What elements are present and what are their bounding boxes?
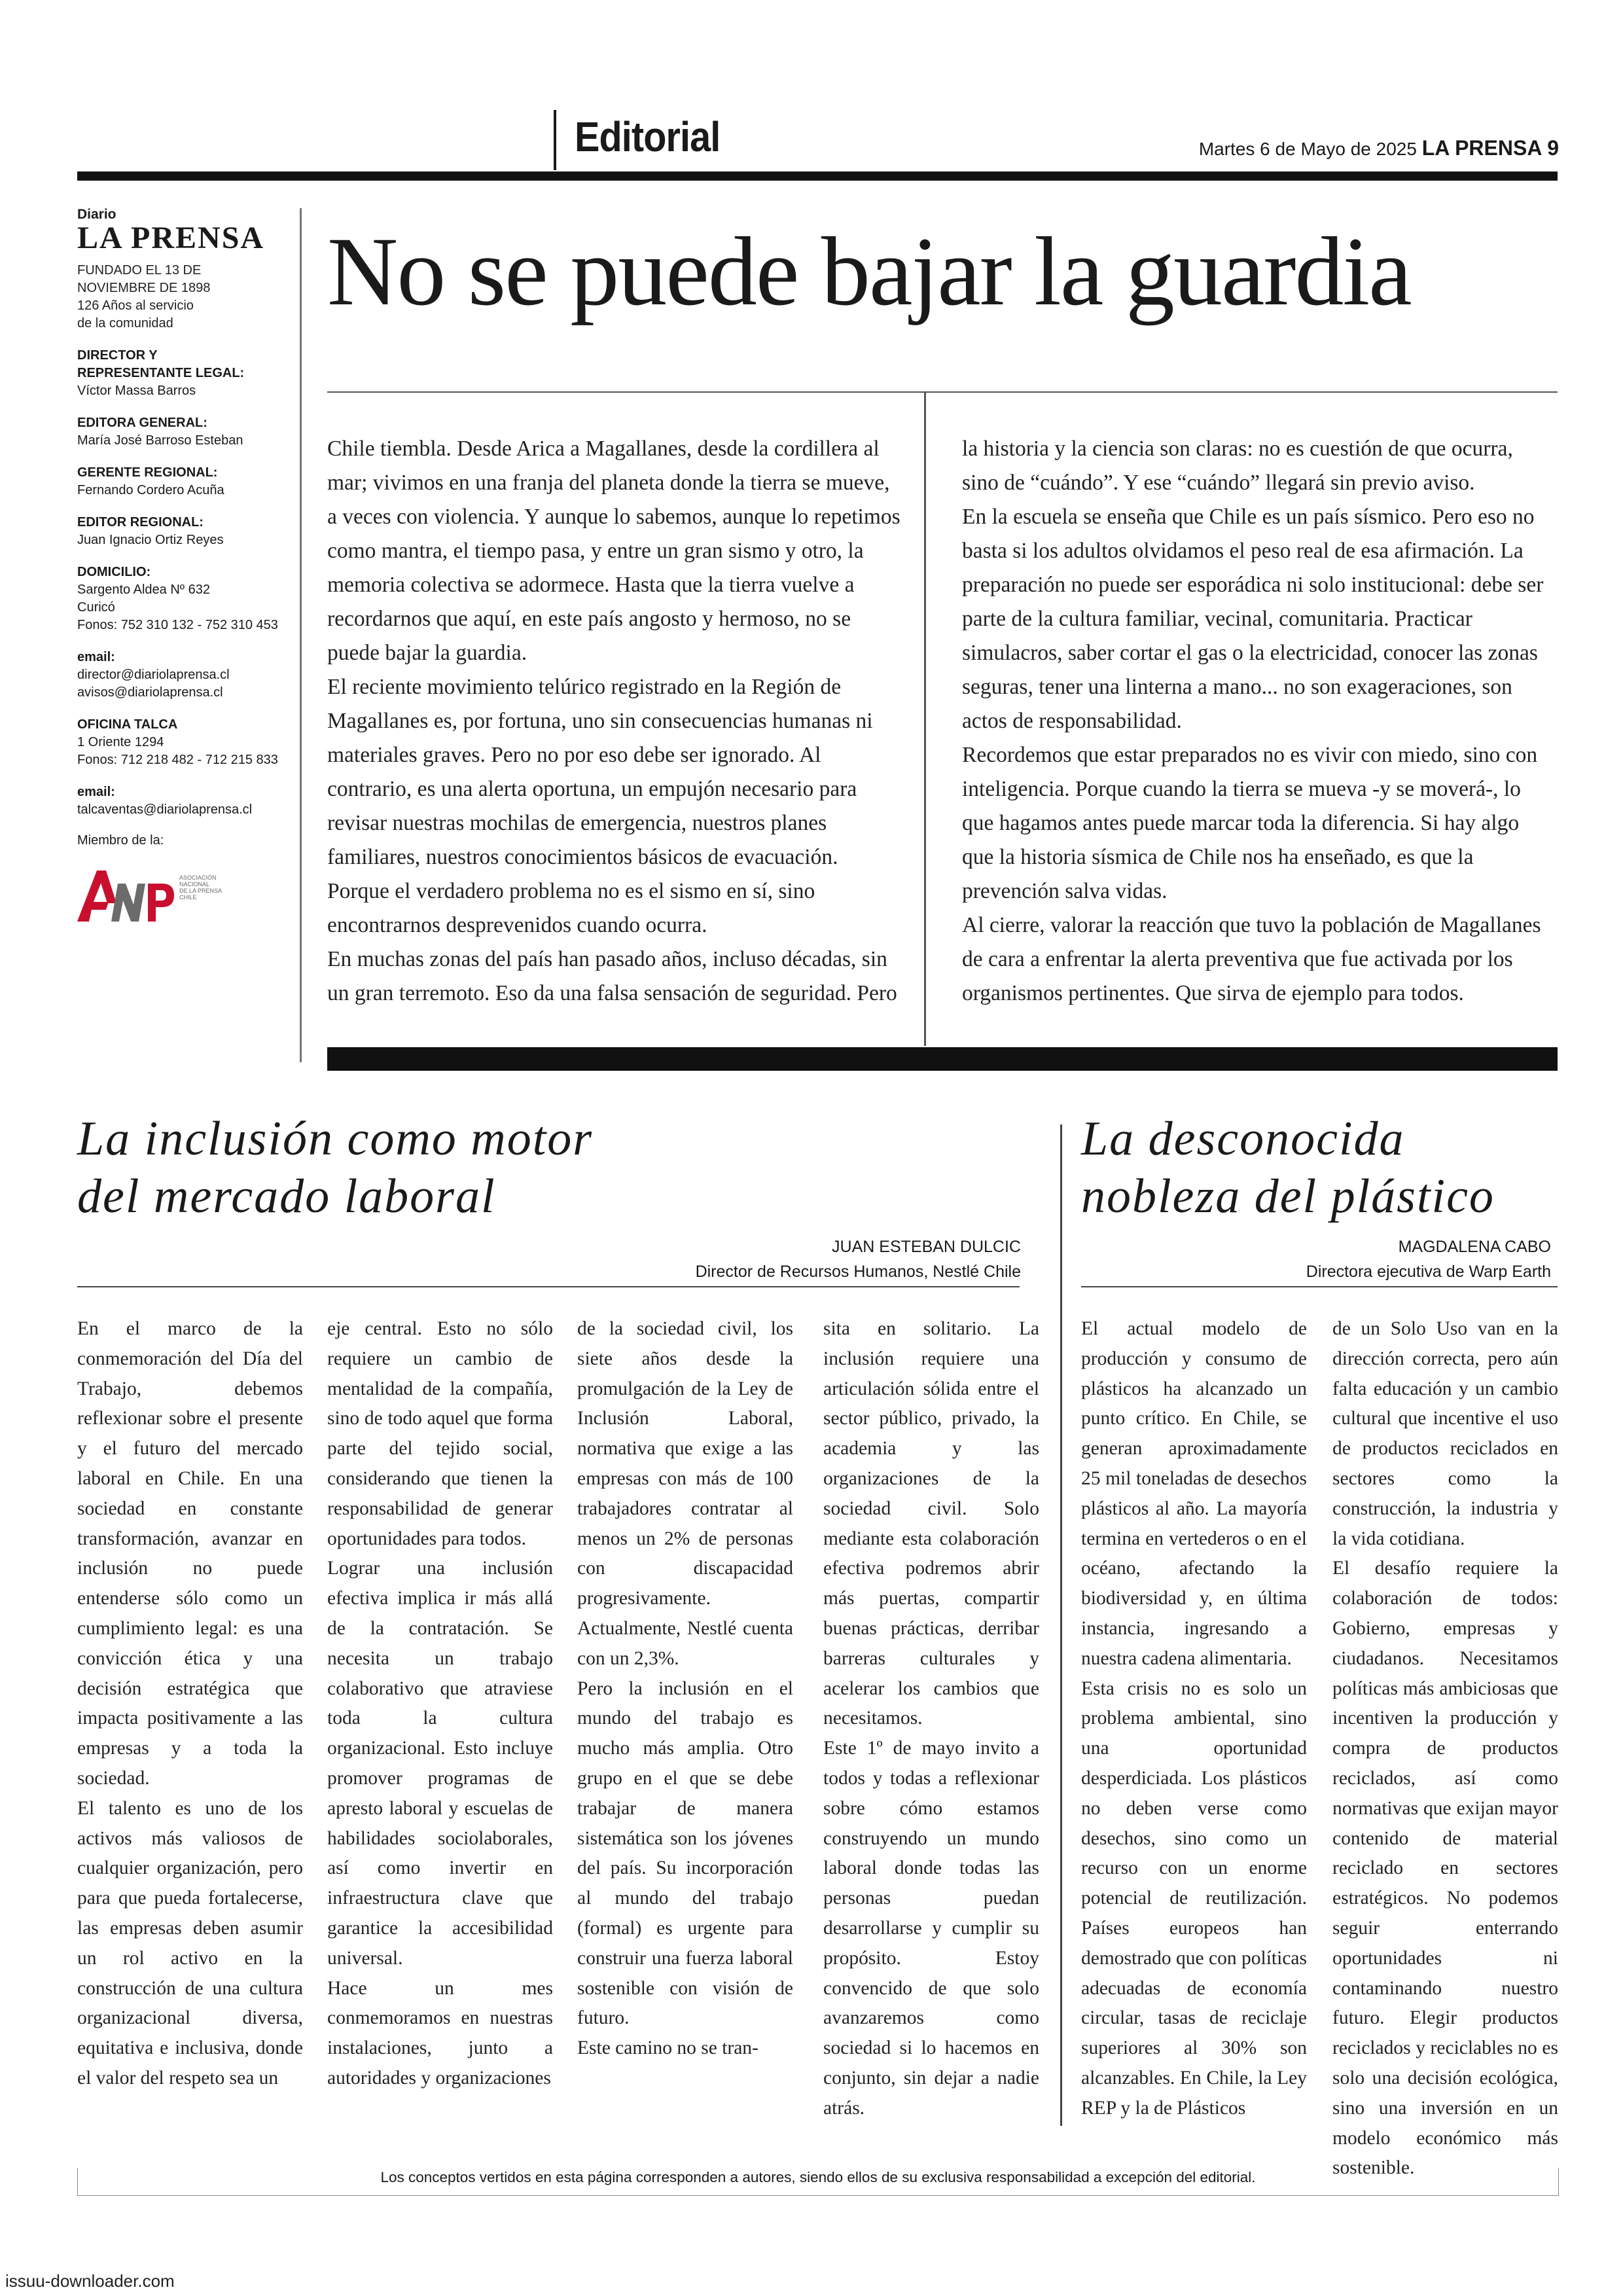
anp-text <box>179 874 222 901</box>
paragraph: En el marco de la conmemoración del Día del Trabajo, debemos reflexionar sobre el presente y el futuro del mercado laboral en Chile. En una sociedad en constante transformación, avanzar en inclusión no puede entenderse sólo como un cumplimiento legal: es una convicción ética y una decisión estratégica que impacta positivamente a las empresas y a toda la sociedad. <box>77 1318 303 1789</box>
anp-text-line: ASOCIACIÓN <box>179 874 217 881</box>
paragraph: de un Solo Uso van en la dirección correcta, pero aún falta educación y un cambio cultural que incentive el uso de productos reciclados en sectores como la construcción, la industria y la vida cotidiana. <box>1332 1318 1558 1549</box>
paragraph: Lograr una inclusión efectiva implica ir más allá de la contratación. Se necesita un trabajo colaborativo que atraviese toda la cultura organizacional. Esto incluye promover programas de apresto laboral y escuelas de habilidades sociolaborales, así como invertir en infraestructura clave que garantice la accesibilidad universal. <box>327 1558 553 1969</box>
title-rule <box>327 391 1558 393</box>
column-divider <box>924 391 926 1046</box>
paragraph: Este camino no se tran- <box>577 2037 758 2059</box>
paragraph: Recordemos que estar preparados no es vivir con miedo, sino con inteligencia. Porque cuando la tierra se mueva -y se moverá-, lo que hagamos antes puede marcar toda la diferencia. Si hay algo que la historia sísmica de Chile nos ha enseñado, es que la prevención salva vidas. <box>962 743 1538 903</box>
paragraph: El desafío requiere la colaboración de todos: Gobierno, empresas y ciudadanos. Necesitamos políticas más ambiciosas que incentiven la producción y compra de productos reciclados, así como normativas que exijan mayor contenido de material reciclado en sectores estratégicos. No podemos seguir enterrando oportunidades ni contaminando nuestro futuro. Elegir productos reciclados y reciclables no es solo una decisión ecológica, sino una inversión en un modelo económico más sostenible. <box>1332 1558 1558 2179</box>
anp-logo-mark <box>77 864 175 923</box>
email-link[interactable]: avisos@diariolaprensa.cl <box>77 685 223 700</box>
author-role: Directora ejecutiva de Warp Earth <box>1306 1263 1551 1281</box>
oficina-label: OFICINA TALCA <box>77 717 178 732</box>
email-label: email: <box>77 650 115 664</box>
paragraph: sita en solitario. La inclusión requiere una articulación sólida entre el sector público, privado, la academia y las organizaciones de la sociedad civil. Solo mediante esta colaboración efectiva podremos abrir más puertas, compartir buenas prácticas, derribar barreras culturales y acelerar los cambios que necesitamos. <box>823 1318 1039 1729</box>
article-2-column-1 <box>1081 1314 1307 2124</box>
anp-text-line: DE LA PRENSA <box>179 888 223 894</box>
masthead-logo: LA PRENSA <box>77 221 265 255</box>
oficina-line: 1 Oriente 1294 <box>77 735 164 749</box>
section-rule <box>327 1047 1558 1071</box>
title-line: La inclusión como motor <box>77 1112 594 1166</box>
paragraph: En muchas zonas del país han pasado años, incluso décadas, sin un gran terremoto. Eso da una falsa sensación de seguridad. Pero <box>327 947 897 1005</box>
editorial-column-1 <box>327 432 903 1011</box>
title-line: del mercado laboral <box>77 1170 496 1223</box>
domicilio-label: DOMICILIO: <box>77 565 151 579</box>
watermark-text: issuu-downloader.com <box>5 2271 175 2291</box>
disclaimer-box <box>77 2168 1559 2196</box>
article-1-column-4 <box>823 1314 1039 2124</box>
article-1-column-2 <box>327 1314 553 2094</box>
domicilio-line: Fonos: 752 310 132 - 752 310 453 <box>77 618 278 632</box>
director-label <box>77 347 300 382</box>
header-paper-name: LA PRENSA <box>1421 136 1543 160</box>
masthead-sidebar <box>77 208 300 923</box>
oficina-line: Fonos: 712 218 482 - 712 215 833 <box>77 753 278 767</box>
editorial-column-2 <box>962 432 1551 1011</box>
anp-logo <box>77 864 300 923</box>
masthead-divider <box>300 208 302 1062</box>
header-date: Martes 6 de Mayo de 2025 <box>1198 139 1417 159</box>
author-name: JUAN ESTEBAN DULCIC <box>832 1238 1021 1256</box>
article-2-byline <box>1080 1234 1551 1284</box>
editor-name: Juan Ignacio Ortiz Reyes <box>77 533 224 547</box>
article-1-column-1 <box>77 1314 303 2094</box>
header-divider <box>554 110 556 170</box>
editor-label: EDITOR REGIONAL: <box>77 515 204 529</box>
article-2-column-2 <box>1332 1314 1558 2183</box>
paragraph: Este 1º de mayo invito a todos y todas a reflexionar sobre cómo estamos construyendo un mundo laboral donde todas las personas puedan desarrollarse y cumplir su propósito. Estoy convencido de que solo avanzaremos como sociedad si lo hacemos en conjunto, sin dejar a nadie atrás. <box>823 1738 1039 2119</box>
founded-info <box>77 262 300 332</box>
title-line: nobleza del plástico <box>1081 1170 1495 1223</box>
article-2-rule <box>1081 1286 1558 1287</box>
gerente-name: Fernando Cordero Acuña <box>77 483 224 497</box>
page-header-info <box>1199 136 1559 160</box>
founded-line: 126 Años al servicio <box>77 298 194 313</box>
top-rule <box>77 171 1558 181</box>
email-link[interactable]: talcaventas@diariolaprensa.cl <box>77 802 253 817</box>
paragraph: Pero la inclusión en el mundo del trabajo es mucho más amplia. Otro grupo en el que se debe trabajar de manera sistemática son los jóvenes del país. Su incorporación al mundo del trabajo (formal) es urgente para construir una fuerza laboral sostenible con visión de futuro. <box>577 1677 793 2029</box>
anp-text-line: NACIONAL <box>179 881 210 888</box>
miembro-label: Miembro de la: <box>77 833 164 848</box>
article-1-rule <box>77 1286 1020 1287</box>
author-role: Director de Recursos Humanos, Nestlé Chile <box>695 1263 1021 1281</box>
page-number: 9 <box>1547 136 1559 160</box>
director-label-line: REPRESENTANTE LEGAL: <box>77 366 245 380</box>
title-line: La desconocida <box>1081 1112 1405 1166</box>
director-name: Víctor Massa Barros <box>77 384 196 398</box>
paragraph: Hace un mes conmemoramos en nuestras instalaciones, junto a autoridades y organizaciones <box>327 1977 553 2089</box>
paragraph: En la escuela se enseña que Chile es un país sísmico. Pero eso no basta si los adultos olvidamos el peso real de esa afirmación. La preparación no puede ser esporádica ni solo institucional: debe ser parte de la cultura familiar, vecinal, comunitaria. Practicar simulacros, saber cortar el gas o la electricidad, conocer las zonas seguras, tener una linterna a mano... no son exageraciones, son actos de responsabilidad. <box>962 505 1544 733</box>
article-1-byline <box>393 1234 1021 1284</box>
paragraph: El reciente movimiento telúrico registrado en la Región de Magallanes es, por fortuna, uno sin consecuencias humanas ni materiales graves. Pero no por eso debe ser ignorado. Al contrario, es una alerta oportuna, un empujón necesario para revisar nuestras mochilas de emergencia, nuestros planes familiares, nuestros conocimientos básicos de evacuación. Porque el verdadero problema no es el sismo en sí, sino encontrarnos desprevenidos cuando ocurra. <box>327 675 873 937</box>
editora-name: María José Barroso Esteban <box>77 433 243 448</box>
editorial-title: No se puede bajar la guardia <box>327 217 1411 326</box>
author-name: MAGDALENA CABO <box>1398 1238 1551 1256</box>
paragraph: El talento es uno de los activos más valiosos de cualquier organización, pero para que pueda fortalecerse, las empresas deben asumir un rol activo en la construcción de una cultura organizacional diversa, equitativa e inclusiva, donde el valor del respeto sea un <box>77 1797 303 2089</box>
founded-line: NOVIEMBRE DE 1898 <box>77 281 211 295</box>
editora-label: EDITORA GENERAL: <box>77 416 207 430</box>
director-label-line: DIRECTOR Y <box>77 348 158 363</box>
paragraph: El actual modelo de producción y consumo de plásticos ha alcanzado un punto crítico. En Chile, se generan aproximadamente 25 mil toneladas de desechos plásticos al año. La mayoría termina en vertederos o en el océano, afectando la biodiversidad y, en última instancia, ingresando a nuestra cadena alimentaria. <box>1081 1318 1307 1669</box>
article-1-column-3 <box>577 1314 793 2064</box>
paragraph: Esta crisis no es solo un problema ambiental, sino una oportunidad desperdiciada. Los plásticos no deben verse como desechos, sino como un recurso con un enorme potencial de reutilización. Países europeos han demostrado que con políticas adecuadas de economía circular, tasas de reciclaje superiores al 30% son alcanzables. En Chile, la Ley REP y la de Plásticos <box>1081 1677 1307 2119</box>
email-link[interactable]: director@diariolaprensa.cl <box>77 668 230 682</box>
founded-line: de la comunidad <box>77 316 173 331</box>
domicilio-line: Curicó <box>77 600 115 615</box>
paragraph: eje central. Esto no sólo requiere un cambio de mentalidad de la compañía, sino de todo aquel que forma parte del tejido social, considerando que tienen la responsabilidad de generar oportunidades para todos. <box>327 1318 553 1549</box>
paragraph: de la sociedad civil, los siete años desde la promulgación de la Ley de Inclusión Laboral, normativa que exige a las empresas con más de 100 trabajadores contratar al menos un 2% de personas con discapacidad progresivamente. Actualmente, Nestlé cuenta con un 2,3%. <box>577 1318 793 1669</box>
paragraph: Al cierre, valorar la reacción que tuvo la población de Magallanes de cara a enfrentar la alerta preventiva que fue activada por los organismos pertinentes. Que sirva de ejemplo para todos. <box>962 913 1541 1005</box>
email2-label: email: <box>77 785 115 799</box>
paragraph: Chile tiembla. Desde Arica a Magallanes, desde la cordillera al mar; vivimos en una franja del planeta donde la tierra se mueve, a veces con violencia. Y aunque lo sabemos, aunque lo repetimos como mantra, el tiempo pasa, y entre un gran sismo y otro, la memoria colectiva se adormece. Hasta que la tierra vuelve a recordarnos que aquí, en este país angosto y hermoso, no se puede bajar la guardia. <box>327 437 901 665</box>
article-1-title <box>77 1110 593 1225</box>
article-2-title <box>1081 1110 1495 1225</box>
anp-text-line: CHILE <box>179 894 197 901</box>
founded-line: FUNDADO EL 13 DE <box>77 263 202 278</box>
masthead-diario: Diario <box>77 207 116 222</box>
paragraph: la historia y la ciencia son claras: no es cuestión de que ocurra, sino de “cuándo”. Y ese “cuándo” llegará sin previo aviso. <box>962 437 1513 495</box>
gerente-label: GERENTE REGIONAL: <box>77 465 218 480</box>
domicilio-line: Sargento Aldea Nº 632 <box>77 583 211 597</box>
disclaimer-text: Los conceptos vertidos en esta página corresponden a autores, siendo ellos de su exclusiva responsabilidad a excepción del editorial. <box>380 2169 1256 2185</box>
articles-divider <box>1060 1124 1062 2126</box>
section-label: Editorial <box>575 113 721 160</box>
